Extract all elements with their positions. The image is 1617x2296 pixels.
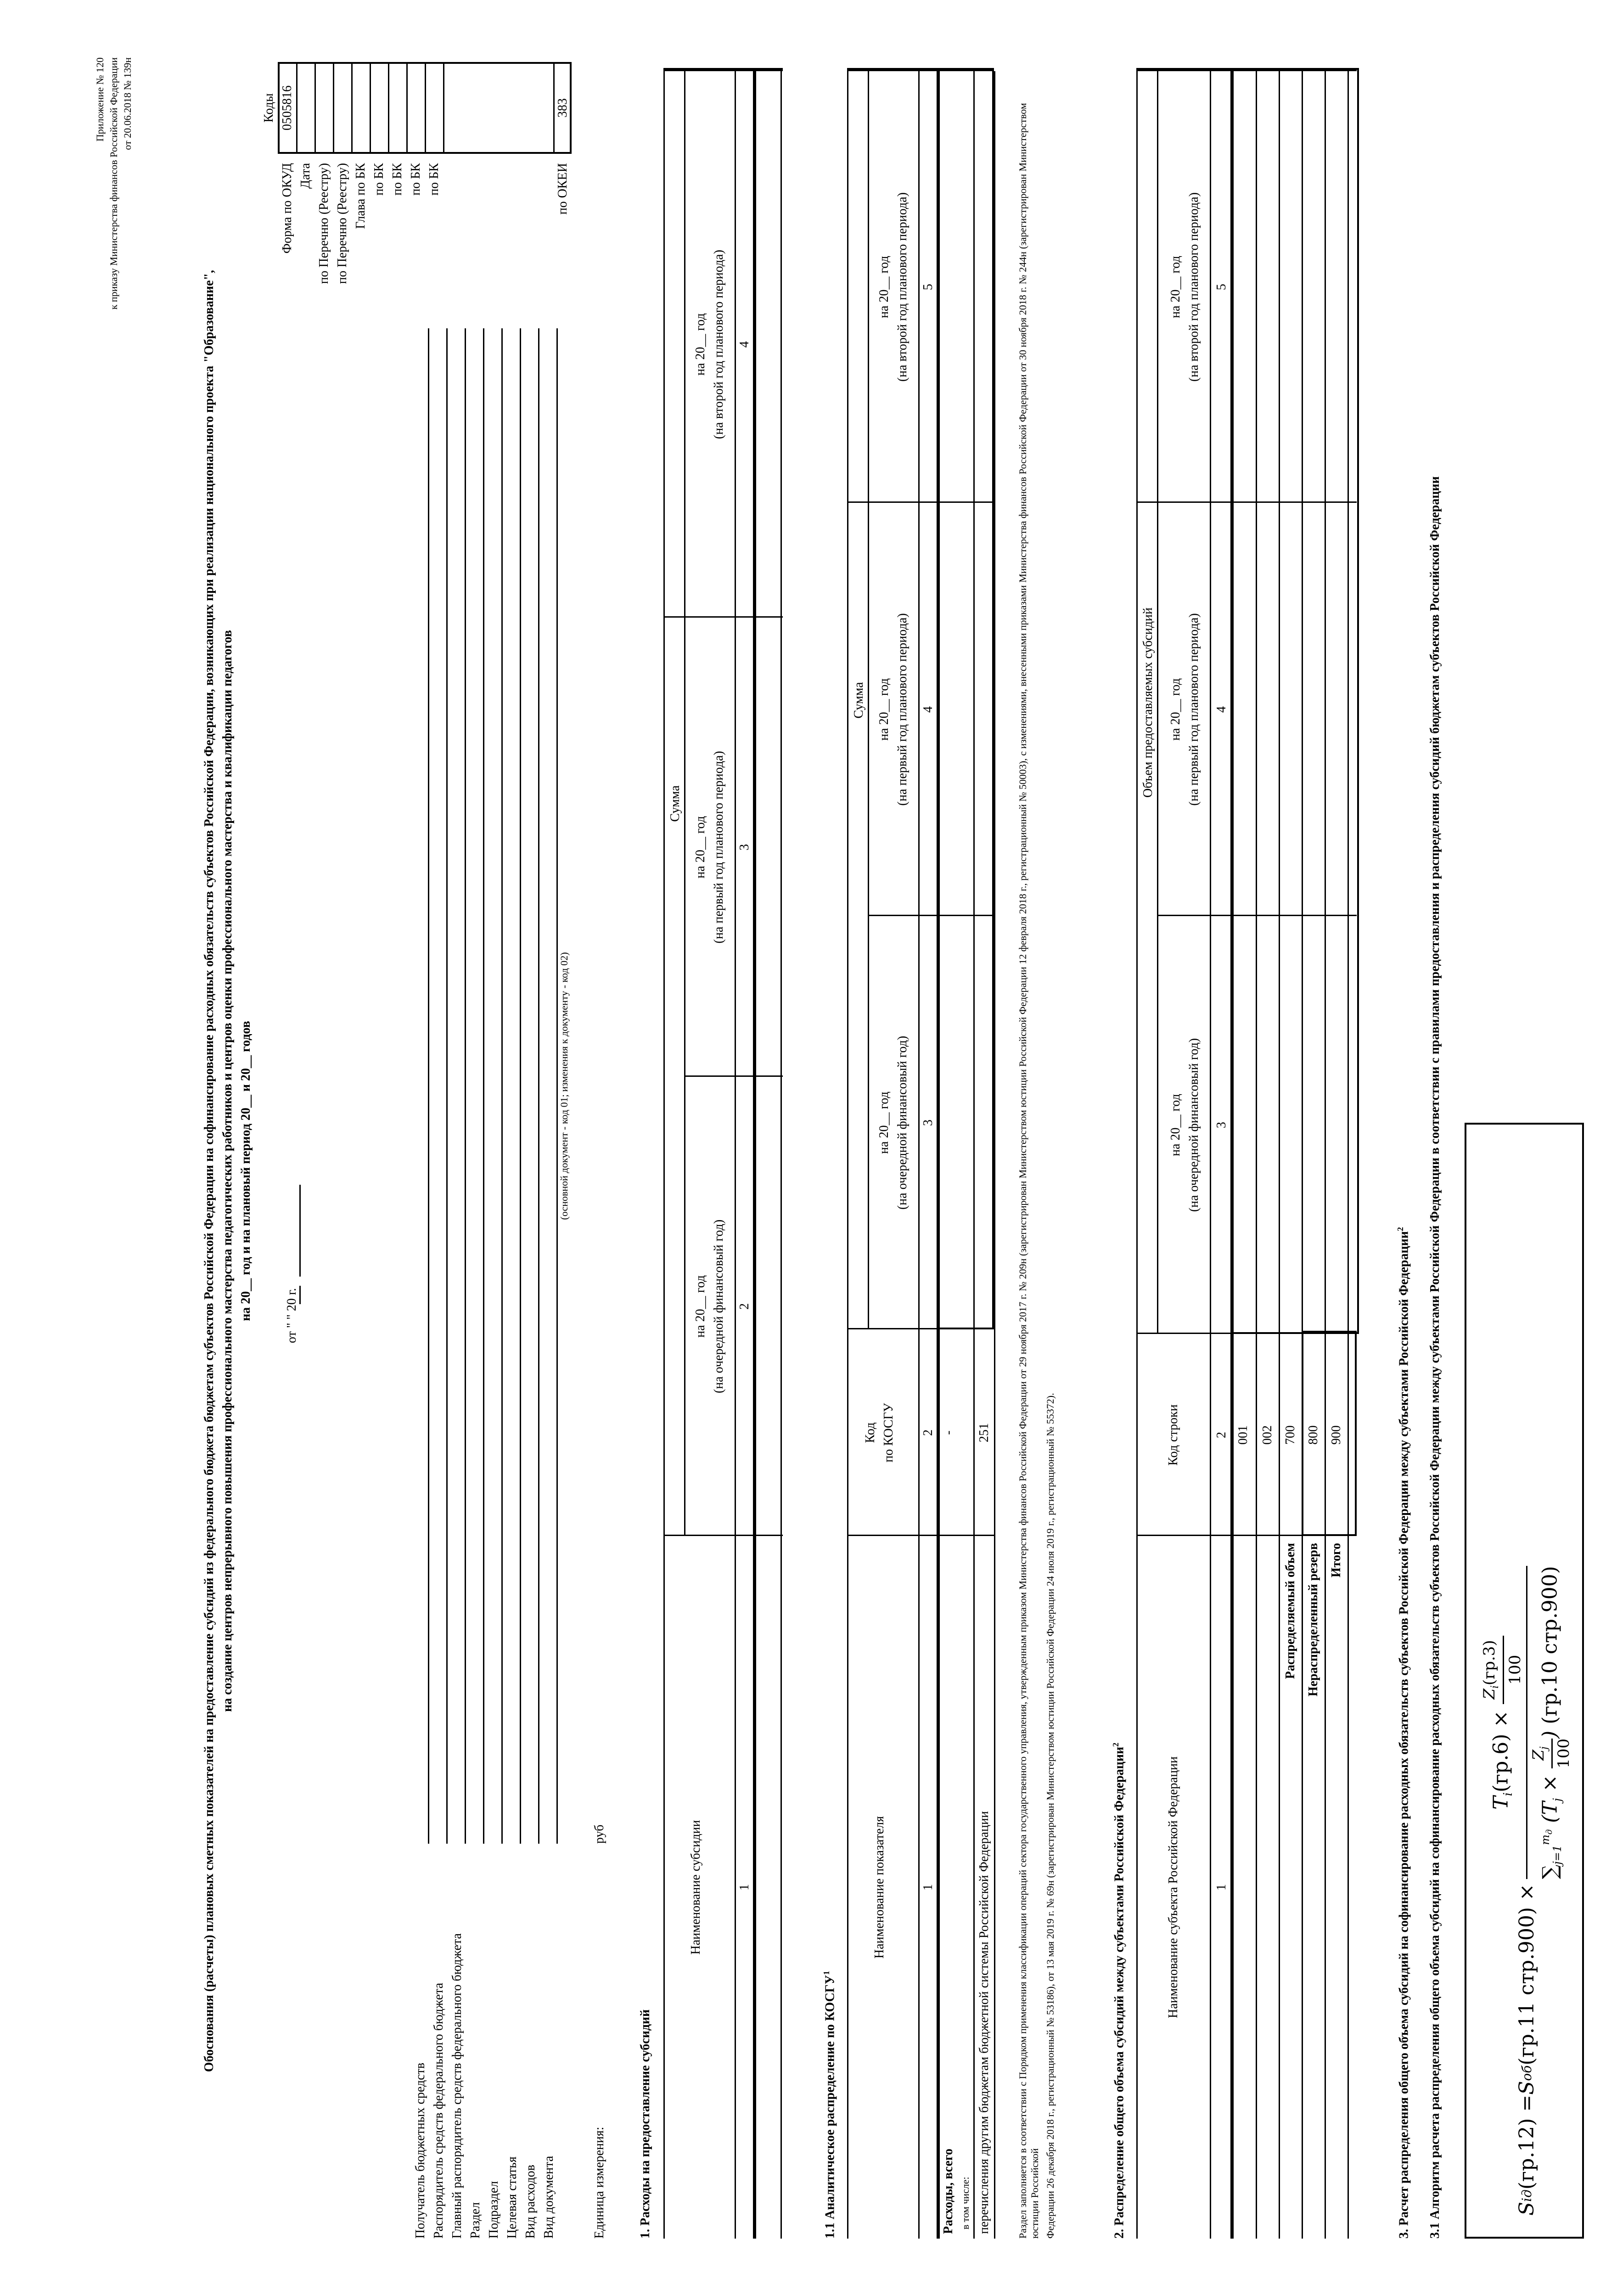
appendix-line3: от 20.06.2018 № 139н xyxy=(122,57,133,150)
s2-row-distributed: Распределяемый объем xyxy=(1283,1543,1297,1679)
okud-value: 0505816 xyxy=(280,85,294,130)
okei-value: 383 xyxy=(556,98,570,118)
s1-col2-year: на 20__ год xyxy=(693,1275,707,1338)
field-line xyxy=(538,328,539,1844)
s11-col4-year: на 20__ год xyxy=(877,678,891,741)
section3-title: 3. Расчет распределения общего объема субсидий на софинансирование расходных обязательств субъектов Российской Федерации между субъектами Российской Федерации$^2$ xyxy=(1396,1227,1411,2239)
date-label: Дата xyxy=(298,163,313,189)
s1-num-1: 1 xyxy=(737,1884,752,1891)
appendix-line2: к приказу Министерства финансов Российской Федерации xyxy=(108,57,119,310)
s11-col3-period: (на очередной финансовый год) xyxy=(895,1035,910,1210)
page-title-line2: на создание центров непрерывного повышения профессионального мастерства педагогических работников и центров оценки профессионального мастерства и квалификации педагогов xyxy=(220,630,235,1712)
s1-col4-year: на 20__ год xyxy=(693,313,707,376)
field-chief-manager: Главный распорядитель средств федерального бюджета xyxy=(450,1933,464,2239)
s2-num-1: 1 xyxy=(1214,1884,1229,1891)
s1-col3-year: на 20__ год xyxy=(693,816,707,878)
s11-row-total: Расходы, всего xyxy=(941,2149,955,2234)
field-line xyxy=(520,328,521,1844)
s2-col5-year: на 20__ год xyxy=(1168,256,1183,318)
formula: S iд (гр.12) = S об (гр.11 стр.900) × $T_i(гр.6)$ × $Z_i(гр.3)$ 100 $\sum_{j=1}^{m_д}$ ($T_j$ × $Z_j$ 100 ) (гр.10 стр.900) xyxy=(1480,1566,1573,2216)
s11-col3-year: на 20__ год xyxy=(877,1092,891,1154)
s11-num-5: 5 xyxy=(921,284,935,290)
okud-label: Форма по ОКУД xyxy=(280,163,294,254)
section2-title: 2. Распределение общего объема субсидий между субъектами Российской Федерации$^2$ xyxy=(1111,1742,1127,2239)
s2-col4-period: (на первый год планового периода) xyxy=(1187,613,1201,806)
s2-row-code: 900 xyxy=(1329,1425,1343,1445)
s2-row-code: 800 xyxy=(1306,1425,1320,1445)
s1-col-name: Наименование субсидии xyxy=(689,1820,703,1955)
doc-hint: (основной документ - код 01; изменения к документу - код 02) xyxy=(558,952,570,1220)
field-subsection: Подраздел xyxy=(487,2181,501,2239)
unit-value: руб xyxy=(592,1824,606,1844)
s11-col4-period: (на первый год планового периода) xyxy=(895,613,910,806)
s1-num-3: 3 xyxy=(737,844,752,850)
section11-title: 1.1 Аналитическое распределение по КОСГУ$^1$ xyxy=(822,1970,837,2239)
footnote-line1: Раздел заполняется в соответствии с Порядком применения классификации операций сектора государственного управления, утвержденным приказом Министерства финансов Российской Федерации от 29 ноября 2017 г. № 209н (зарегистрирован Министерством юстиции Российской Федерации 12 февраля 2018 г., регистрационный № 50003), с изменениями, внесенными приказами Министерства финансов Российской Федерации от 30 ноября 2018 г. № 244н (зарегистрирован Министерством юстиции Российской xyxy=(1017,103,1040,2239)
s1-col-sum: Сумма xyxy=(668,785,682,822)
s2-col-vol: Объем предоставляемых субсидий xyxy=(1141,607,1155,798)
field-target-article: Целевая статья xyxy=(505,2156,519,2239)
s11-num-1: 1 xyxy=(921,1884,935,1891)
section1-title: 1. Расходы на предоставление субсидий xyxy=(638,2009,652,2239)
field-line xyxy=(501,328,503,1844)
reestr1-label: по Перечню (Реестру) xyxy=(317,163,331,284)
s2-num-4: 4 xyxy=(1214,706,1229,713)
field-line xyxy=(556,328,558,1844)
s1-num-4: 4 xyxy=(737,341,752,348)
field-line xyxy=(446,328,448,1844)
s2-col-code: Код строки xyxy=(1166,1404,1180,1466)
s11-num-3: 3 xyxy=(921,1120,935,1126)
unit-label: Единица измерения: xyxy=(592,2127,606,2239)
s2-num-3: 3 xyxy=(1214,1122,1229,1128)
s11-row-transfer-code: 251 xyxy=(977,1423,991,1442)
page-title-line1: Обоснования (расчеты) плановых сметных показателей на предоставление субсидий из федерального бюджета бюджетам субъектов Российской Федерации на софинансирование расходных обязательств субъектов Российской Федерации, возникающих при реализации национального проекта "Образование", xyxy=(202,270,216,2072)
field-expense-type: Вид расходов xyxy=(523,2165,538,2239)
s2-row-code: 001 xyxy=(1236,1425,1250,1445)
s11-num-2: 2 xyxy=(921,1429,935,1436)
s1-num-2: 2 xyxy=(737,1303,752,1310)
s11-col-code-a: Код xyxy=(863,1422,877,1443)
bk3-label: по БК xyxy=(409,163,423,196)
s11-num-4: 4 xyxy=(921,706,935,713)
field-line xyxy=(465,328,466,1844)
s2-row-reserve: Нераспределенный резерв xyxy=(1306,1543,1320,1697)
footnote-line2: Федерации 26 декабря 2018 г., регистрационный № 53186), от 13 мая 2019 г. № 69н (зарегистрирован Министерством юстиции Российской Федерации 24 июля 2019 г., регистрационный № 55372). xyxy=(1044,1393,1056,2239)
reestr2-label: по Перечню (Реестру) xyxy=(335,163,349,284)
bk4-label: по БК xyxy=(427,163,441,196)
bk1-label: по БК xyxy=(372,163,386,196)
s11-col-name: Наименование показателя xyxy=(872,1816,887,1959)
s11-row-transfer: перечисления другим бюджетам бюджетной системы Российской Федерации xyxy=(977,1811,991,2234)
s2-col4-year: на 20__ год xyxy=(1168,678,1183,741)
field-doc-type: Вид документа xyxy=(542,2155,556,2239)
s11-col5-year: на 20__ год xyxy=(877,256,891,318)
s1-col3-period: (на первый год планового периода) xyxy=(712,751,726,944)
s2-row-total: Итого xyxy=(1329,1543,1343,1578)
date-line: от " " 20 г. xyxy=(285,1288,299,1343)
s11-col-code-b: по КОСГУ xyxy=(881,1403,896,1463)
s2-col-name: Наименование субъекта Российской Федерации xyxy=(1166,1756,1180,2019)
codes-header: Коды xyxy=(262,93,276,123)
s2-num-2: 2 xyxy=(1214,1432,1229,1438)
field-section: Раздел xyxy=(468,2202,483,2239)
s11-col5-period: (на второй год планового периода) xyxy=(895,192,910,382)
s11-col-sum: Сумма xyxy=(852,682,866,719)
glava-label: Глава по БК xyxy=(354,163,368,229)
field-manager: Распорядитель средств федерального бюджета xyxy=(432,1982,446,2239)
s2-col5-period: (на второй год планового периода) xyxy=(1187,192,1201,382)
okei-label: по ОКЕИ xyxy=(556,163,570,215)
s2-row-code: 002 xyxy=(1260,1425,1275,1445)
s2-num-5: 5 xyxy=(1214,284,1229,290)
s2-col3-year: на 20__ год xyxy=(1168,1094,1183,1156)
s2-col3-period: (на очередной финансовый год) xyxy=(1187,1038,1201,1212)
field-line xyxy=(428,328,429,1844)
s1-col4-period: (на второй год планового периода) xyxy=(712,249,726,439)
s1-col2-period: (на очередной финансовый год) xyxy=(712,1219,726,1394)
appendix-line1: Приложение № 120 xyxy=(94,57,106,142)
s2-row-code: 700 xyxy=(1283,1425,1297,1445)
s11-row-incl: в том числе: xyxy=(960,2177,971,2229)
section3-sub: 3.1 Алгоритм расчета распределения общего объема субсидий на софинансирование расходных обязательств субъектов Российской Федерации между субъектами Российской Федерации в соответствии с правилами предоставления и распределения субсидий бюджетам субъектов Российской Федерации xyxy=(1428,476,1442,2239)
page-title-line3: на 20__ год и на плановый период 20__ и 20__ годов xyxy=(239,1021,253,1321)
bk2-label: по БК xyxy=(390,163,404,196)
s11-row-total-code: - xyxy=(941,1430,955,1435)
field-recipient: Получатель бюджетных средств xyxy=(413,2062,427,2239)
field-line xyxy=(483,328,484,1844)
